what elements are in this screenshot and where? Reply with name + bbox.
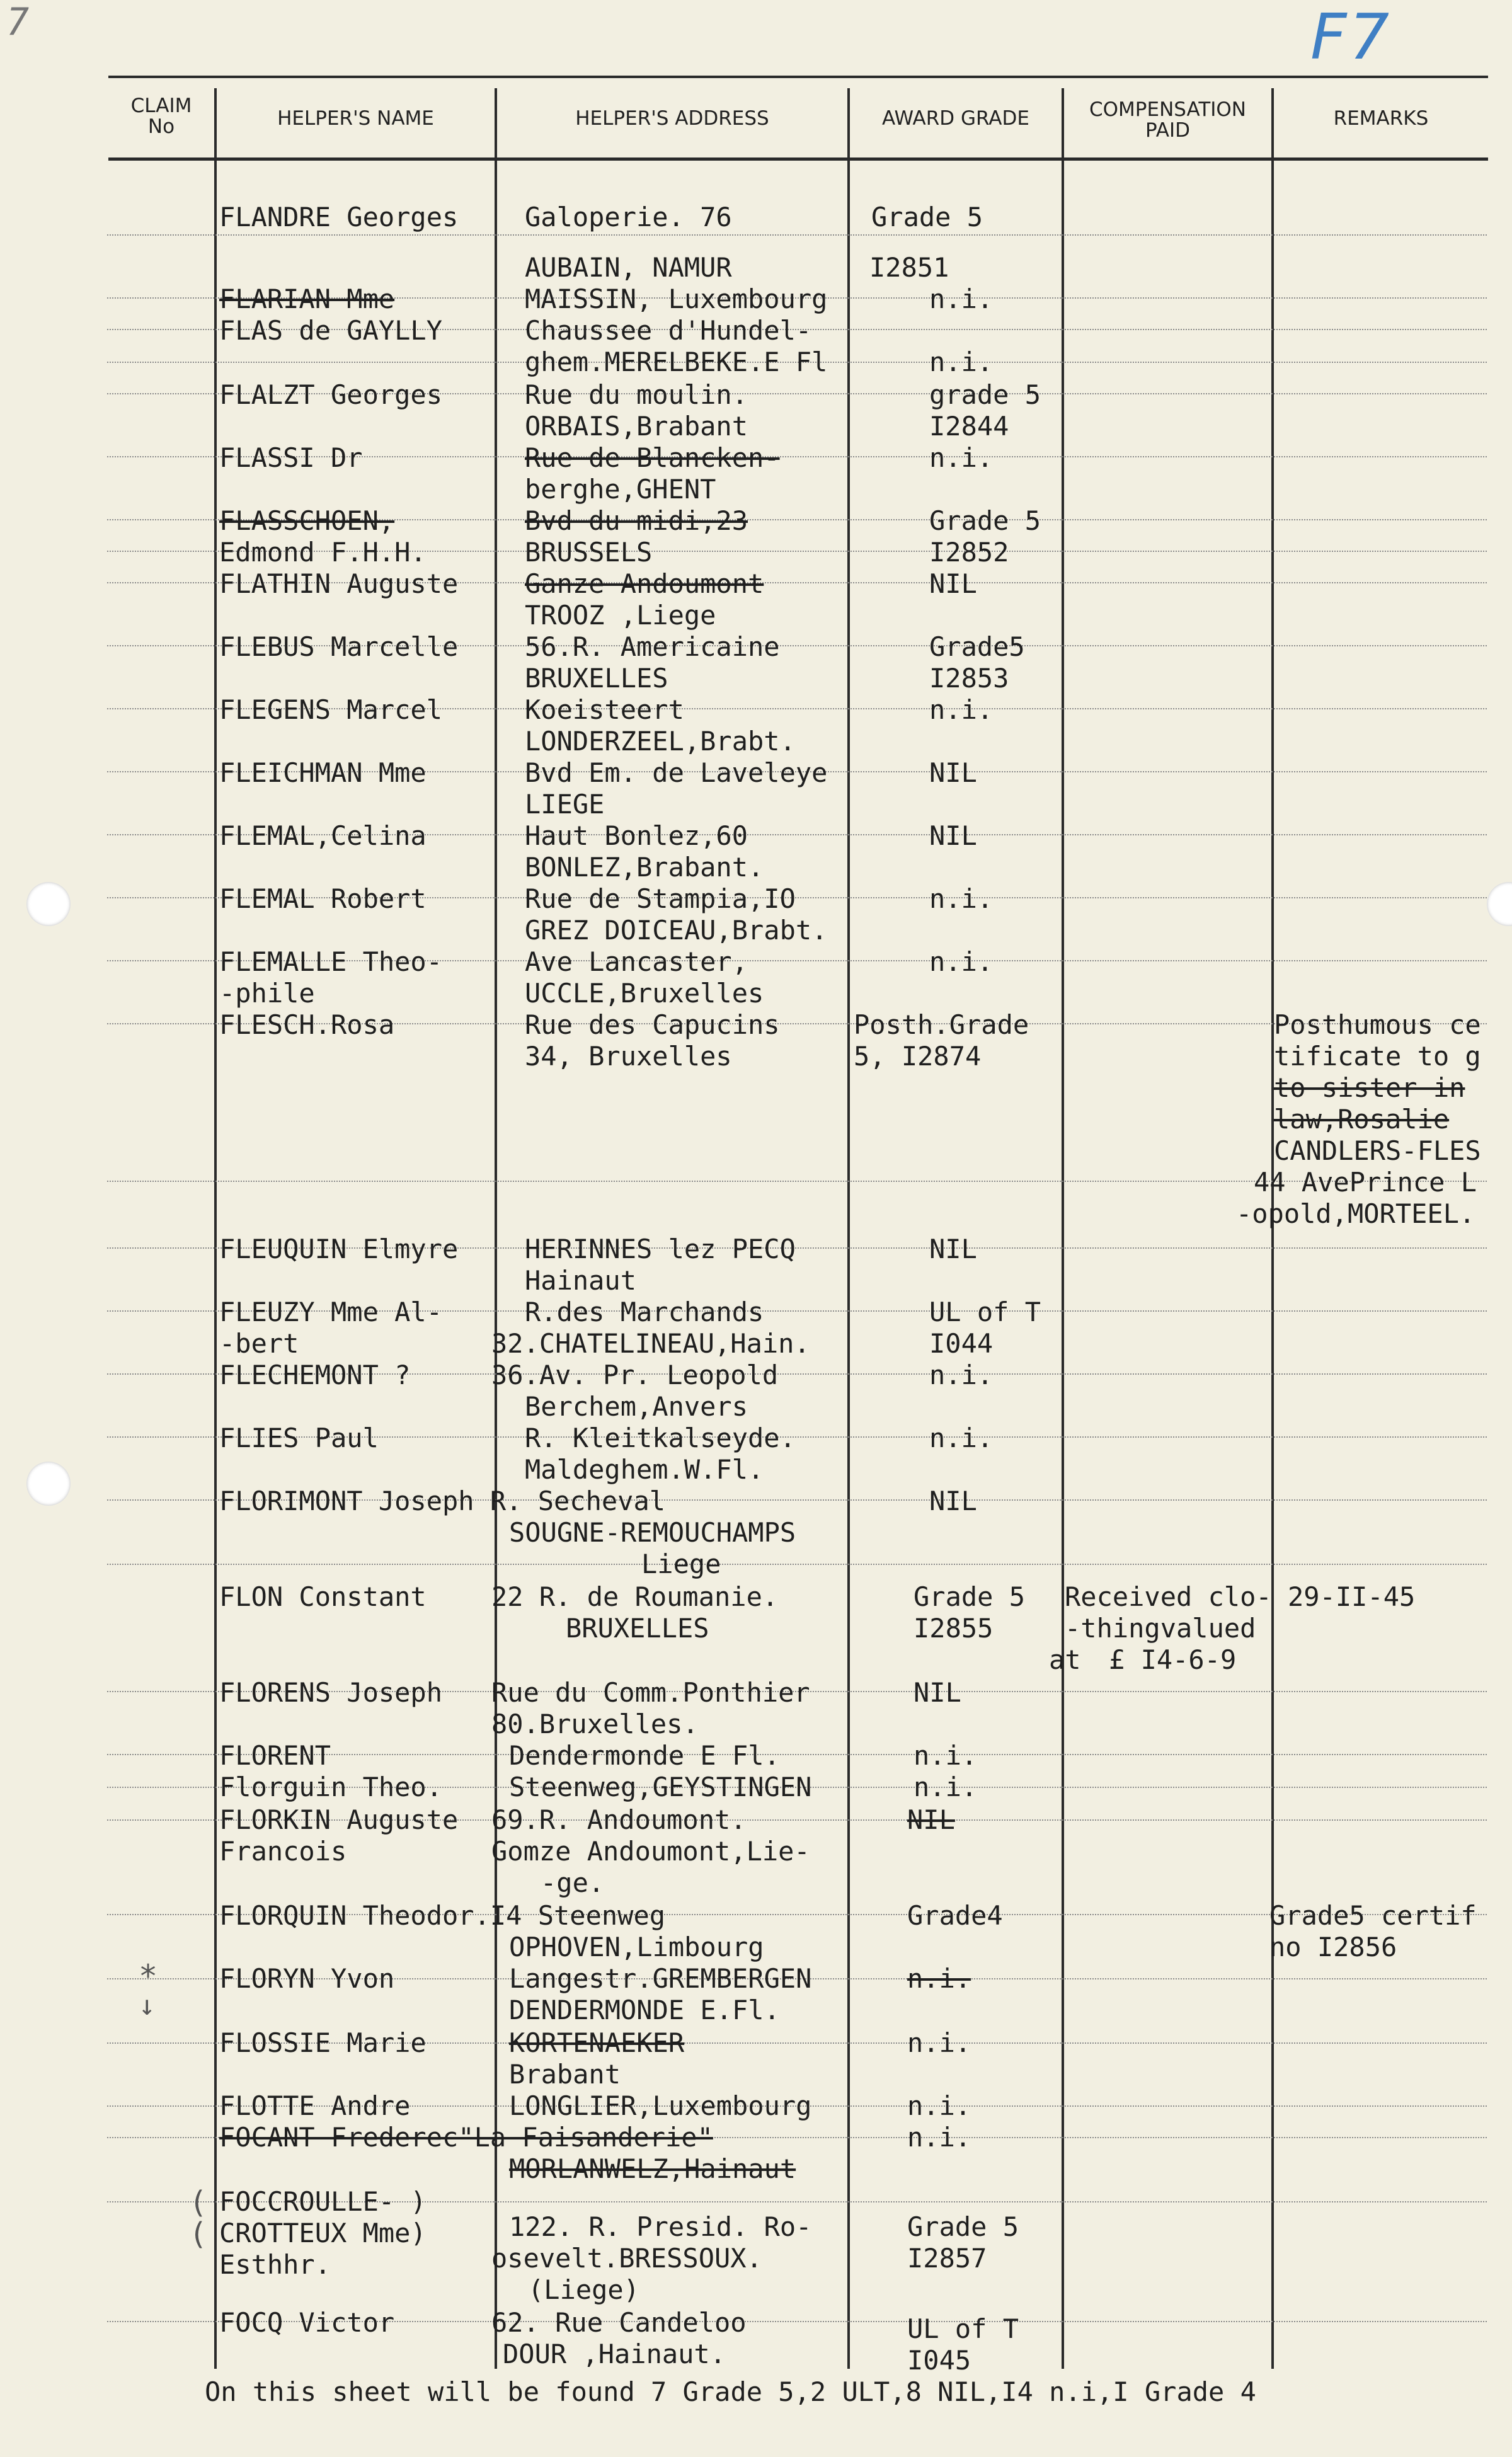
header-top-rule [108,76,1488,78]
record-text: £ I4-6-9 [1109,1644,1237,1675]
record-text: R. Kleitkalseyde. [525,1423,796,1453]
record-text: FLOSSIE Marie [219,2027,427,2058]
record-text: I2855 [914,1613,994,1644]
column-divider [847,88,850,2369]
header-award-grade: AWARD GRADE [882,107,1029,130]
record-text: FLORQUIN Theodor.I4 Steenweg [219,1900,666,1931]
sheet-summary: On this sheet will be found 7 Grade 5,2 ULT,8 NIL,I4 n.i,I Grade 4 [205,2376,1256,2407]
record-text: HERINNES lez PECQ [525,1234,796,1264]
record-text: Langestr.GREMBERGEN [509,1963,812,1994]
record-text: Francois [219,1836,347,1867]
record-text: Rue du Comm.Ponthier [491,1677,810,1708]
record-text: FLASSCHOEN, [219,505,395,536]
record-text: Grade4 [907,1900,1003,1931]
record-text: FLEICHMAN Mme [219,757,427,788]
column-divider [495,88,497,2369]
record-text: UCCLE,Bruxelles [525,978,764,1009]
record-text: ghem.MERELBEKE.E Fl [525,346,828,377]
record-text: TROOZ ,Liege [525,600,716,631]
record-text: LONGLIER,Luxembourg [509,2090,812,2121]
record-text: n.i. [929,1423,994,1453]
record-text: FLEUZY Mme Al- [219,1297,443,1327]
record-text: FLIES Paul [219,1423,379,1453]
record-text: FLESCH.Rosa [219,1009,395,1040]
record-text: Posthumous ce [1274,1009,1481,1040]
record-text: n.i. [907,2090,971,2121]
record-text: law,Rosalie [1274,1104,1450,1135]
record-text: BRUXELLES [566,1613,709,1644]
record-text: n.i. [907,2122,971,2153]
record-text: Posth.Grade [854,1009,1029,1040]
record-text: ORBAIS,Brabant [525,411,748,442]
record-text: Bvd Em. de Laveleye [525,757,828,788]
record-text: Ave Lancaster, [525,946,748,977]
record-text: Liege [641,1549,721,1579]
record-text: FLEGENS Marcel [219,694,443,725]
record-text: FLECHEMONT ? [219,1360,411,1390]
record-text: n.i. [929,1360,994,1390]
record-text: I2853 [929,663,1009,694]
record-text: Galoperie. 76 [525,202,732,232]
record-text: n.i. [929,883,994,914]
record-text: I045 [907,2345,971,2376]
record-text: Haut Bonlez,60 [525,820,748,851]
record-text: NIL [907,1804,955,1835]
record-text: LONDERZEEL,Brabt. [525,726,796,757]
record-text: SOUGNE-REMOUCHAMPS [509,1517,796,1548]
record-text: Hainaut [525,1265,637,1296]
record-text: Rue de Blancken- [525,442,780,473]
record-text: grade 5 [929,379,1041,410]
record-text: Rue de Stampia,IO [525,883,796,914]
record-text: n.i. [929,946,994,977]
record-text: to sister in [1274,1072,1465,1103]
record-text: NIL [929,1486,977,1516]
record-text: FLALZT Georges [219,379,443,410]
punch-hole [1487,882,1512,926]
record-text: FLASSI Dr [219,442,363,473]
header-remarks: REMARKS [1333,107,1429,130]
record-text: FLAS de GAYLLY [219,315,443,346]
record-text: FLORENS Joseph [219,1677,443,1708]
record-text: I2852 [929,537,1009,568]
column-divider [214,88,217,2369]
record-text: Grade 5 [907,2211,1019,2242]
record-text: NIL [929,820,977,851]
record-text: Berchem,Anvers [525,1391,748,1422]
folio-number: F7 [1310,0,1392,74]
punch-hole [26,882,71,926]
record-text: Steenweg,GEYSTINGEN [509,1772,812,1802]
record-text: FOCANT Frederec"La Faisanderie" [219,2122,713,2153]
record-text: n.i. [929,442,994,473]
record-text: 62. Rue Candeloo [491,2307,747,2338]
record-text: 32.CHATELINEAU,Hain. [491,1328,810,1359]
record-text: 80.Bruxelles. [491,1709,699,1739]
record-text: Brabant [509,2059,621,2090]
record-text: I2851 [869,252,949,283]
record-text: -opold,MORTEEL. [1236,1198,1475,1229]
record-text: FLARIAN Mme [219,284,395,314]
record-text: CANDLERS-FLES [1274,1135,1481,1166]
bracket-mark: ( [189,2185,207,2220]
bracket-mark: ( [189,2216,207,2252]
record-text: -phile [219,978,315,1009]
record-text: 34, Bruxelles [525,1041,732,1072]
record-text: OPHOVEN,Limbourg [509,1932,764,1962]
record-text: I044 [929,1328,994,1359]
record-text: FLEMAL Robert [219,883,427,914]
header-bottom-rule [108,158,1488,161]
record-text: Maldeghem.W.Fl. [525,1454,764,1485]
record-text: BONLEZ,Brabant. [525,852,764,883]
record-text: Edmond F.H.H. [219,537,427,568]
record-text: Rue des Capucins [525,1009,780,1040]
record-text: UL of T [929,1297,1041,1327]
record-text: 69.R. Andoumont. [491,1804,747,1835]
record-text: FLORYN Yvon [219,1963,395,1994]
record-text: FLEMAL,Celina [219,820,427,851]
record-text: berghe,GHENT [525,474,716,505]
record-text: I2857 [907,2243,987,2274]
header-compensation-paid: COMPENSATION PAID [1089,98,1246,142]
record-text: Rue du moulin. [525,379,748,410]
dotted-rule [107,1564,1487,1565]
record-text: 44 AvePrince L [1254,1167,1477,1198]
record-text: FLORENT [219,1740,331,1771]
record-text: osevelt.BRESSOUX. [491,2243,762,2274]
record-text: Dendermonde E Fl. [509,1740,780,1771]
record-text: 22 R. de Roumanie. [491,1581,779,1612]
record-text: BRUSSELS [525,537,653,568]
record-text: n.i. [929,284,994,314]
corner-mark: 7 [6,0,30,44]
record-text: Chaussee d'Hundel- [525,315,812,346]
margin-arrow-icon: ↓ [139,1990,156,2022]
record-text: n.i. [929,346,994,377]
record-text: (Liege) [528,2274,640,2305]
record-text: FLEMALLE Theo- [219,946,443,977]
record-text: NIL [929,757,977,788]
record-text: n.i. [914,1740,978,1771]
record-text: MAISSIN, Luxembourg [525,284,828,314]
record-text: GREZ DOICEAU,Brabt. [525,915,828,946]
record-text: FLORIMONT Joseph R. Secheval [219,1486,666,1516]
record-text: Grade 5 [914,1581,1026,1612]
record-text: no I2856 [1269,1932,1397,1962]
record-text: FOCQ Victor [219,2307,395,2338]
record-text: NIL [929,1234,977,1264]
record-text: Koeisteert [525,694,684,725]
dotted-rule [107,234,1487,236]
record-text: BRUXELLES [525,663,668,694]
record-text: FLANDRE Georges [219,202,459,232]
record-text: NIL [914,1677,961,1708]
record-text: n.i. [929,694,994,725]
record-text: Gomze Andoumont,Lie- [491,1836,810,1867]
record-text: FOCCROULLE- ) [219,2186,427,2217]
record-text: Bvd du midi,23 [525,505,748,536]
record-text: Received clo- 29-II-45 [1065,1581,1416,1612]
record-text: 56.R. Americaine [525,631,780,662]
record-text: AUBAIN, NAMUR [525,252,732,283]
record-text: -thingvalued [1065,1613,1256,1644]
header-claim-no: CLAIM No [130,94,192,138]
record-text: NIL [929,568,977,599]
record-text: Grade5 [929,631,1025,662]
record-text: FLEBUS Marcelle [219,631,459,662]
record-text: FLATHIN Auguste [219,568,459,599]
record-text: UL of T [907,2313,1019,2344]
record-text: CROTTEUX Mme) [219,2218,427,2248]
record-text: I2844 [929,411,1009,442]
record-text: KORTENAEKER [509,2027,685,2058]
record-text: -bert [219,1328,299,1359]
record-text: Grade 5 [871,202,983,232]
record-text: 122. R. Presid. Ro- [509,2211,812,2242]
record-text: FLOTTE Andre [219,2090,411,2121]
record-text: LIEGE [525,789,605,820]
header-helpers-address: HELPER'S ADDRESS [575,107,769,130]
margin-asterisk: * [139,1958,158,1995]
record-text: FLEUQUIN Elmyre [219,1234,459,1264]
record-text: FLORKIN Auguste [219,1804,459,1835]
header-helpers-name: HELPER'S NAME [277,107,434,130]
record-text: tificate to g [1274,1041,1481,1072]
record-text: -ge. [541,1867,605,1898]
record-text: 5, I2874 [854,1041,982,1072]
record-text: DENDERMONDE E.Fl. [509,1995,780,2025]
record-text: R.des Marchands [525,1297,764,1327]
record-text: Florguin Theo. [219,1772,443,1802]
record-text: DOUR ,Hainaut. [503,2339,726,2369]
record-text: Ganze Andoumont [525,568,764,599]
record-text: at [1049,1644,1081,1675]
record-text: n.i. [907,1963,971,1994]
record-text: Esthhr. [219,2249,331,2280]
record-text: Grade5 certif [1269,1900,1477,1931]
punch-hole [26,1462,71,1506]
record-text: Grade 5 [929,505,1041,536]
column-divider [1062,88,1064,2369]
record-text: 36.Av. Pr. Leopold [491,1360,779,1390]
record-text: n.i. [907,2027,971,2058]
record-text: MORLANWELZ,Hainaut [509,2153,796,2184]
record-text: n.i. [914,1772,978,1802]
record-text: FLON Constant [219,1581,427,1612]
